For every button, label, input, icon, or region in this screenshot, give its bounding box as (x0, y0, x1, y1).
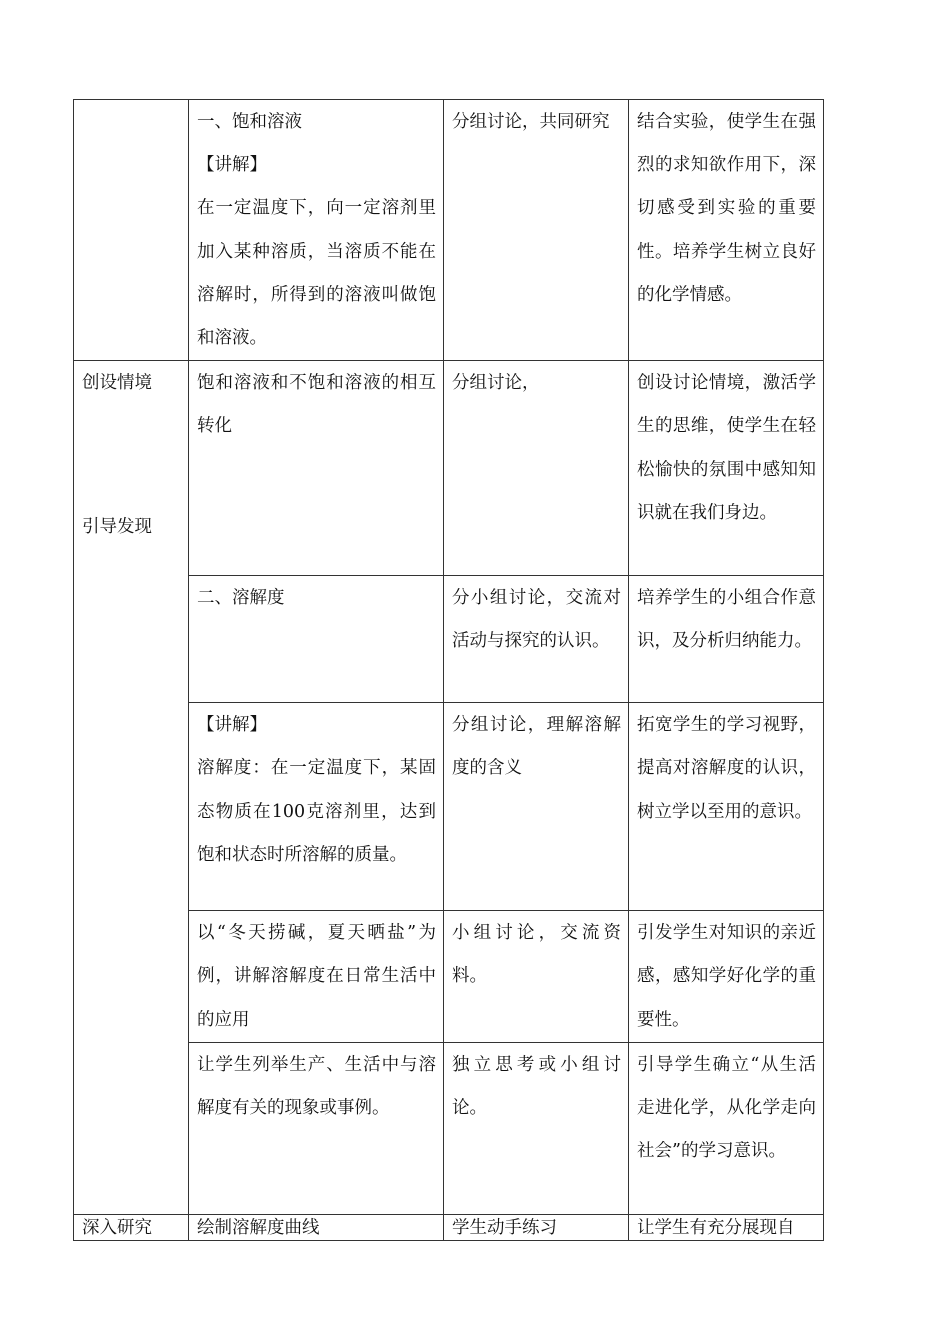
student-activity-cell: 分组讨论，理解溶解度的含义 (444, 703, 629, 911)
student-activity-cell: 分小组讨论，交流对活动与探究的认识。 (444, 576, 629, 703)
teacher-activity-cell: 以“冬天捞碱，夏天晒盐”为例，讲解溶解度在日常生活中的应用 (189, 911, 444, 1043)
teacher-activity-cell: 让学生列举生产、生活中与溶解度有关的现象或事例。 (189, 1042, 444, 1214)
definition-text: 溶解度：在一定温度下，某固态物质在100克溶剂里，达到饱和状态时所溶解的质量。 (197, 758, 436, 865)
student-activity-cell: 分组讨论， (444, 361, 629, 576)
section-heading: 二、溶解度 (197, 588, 285, 609)
stage-cell (74, 1214, 189, 1240)
design-intent-cell: 让学生有充分展现自 (629, 1214, 824, 1240)
design-intent-cell: 创设讨论情境，激活学生的思维，使学生在轻松愉快的氛围中感知知识就在我们身边。 (629, 361, 824, 576)
design-intent-cell: 引发学生对知识的亲近感，感知学好化学的重要性。 (629, 911, 824, 1043)
design-intent-cell: 拓宽学生的学习视野，提高对溶解度的认识，树立学以至用的意识。 (629, 703, 824, 911)
design-intent-cell: 结合实验，使学生在强烈的求知欲作用下，深切感受到实验的重要性。培养学生树立良好的化学情感。 (629, 100, 824, 361)
student-activity-cell: 独立思考或小组讨论。 (444, 1042, 629, 1214)
teacher-activity-cell (189, 576, 444, 703)
student-activity-cell: 学生动手练习 (444, 1214, 629, 1240)
stage-cell (74, 361, 189, 1215)
teacher-activity-cell: 饱和溶液和不饱和溶液的相互转化 (189, 361, 444, 576)
stage-label: 深入研究 (82, 1217, 152, 1238)
teacher-activity-cell (189, 703, 444, 911)
stage-label: 创设情境 (82, 373, 152, 394)
lesson-plan-table (73, 99, 824, 1241)
section-heading: 一、饱和溶液 (197, 112, 302, 132)
table-row (74, 361, 824, 576)
table-row (74, 1214, 824, 1240)
teacher-activity-cell (189, 100, 444, 361)
table-row (74, 100, 824, 361)
design-intent-cell: 引导学生确立“从生活走进化学，从化学走向社会”的学习意识。 (629, 1042, 824, 1214)
definition-text: 在一定温度下，向一定溶剂里加入某种溶质，当溶质不能在溶解时，所得到的溶液叫做饱和溶液。 (197, 198, 436, 349)
teacher-activity-cell: 绘制溶解度曲线 (189, 1214, 444, 1240)
stage-cell (74, 100, 189, 361)
stage-label: 引导发现 (82, 517, 152, 538)
lecture-label: 【讲解】 (197, 155, 267, 176)
student-activity-cell: 小组讨论，交流资料。 (444, 911, 629, 1043)
lecture-label: 【讲解】 (197, 715, 267, 736)
student-activity-cell: 分组讨论，共同研究 (444, 100, 629, 361)
design-intent-cell: 培养学生的小组合作意识，及分析归纳能力。 (629, 576, 824, 703)
